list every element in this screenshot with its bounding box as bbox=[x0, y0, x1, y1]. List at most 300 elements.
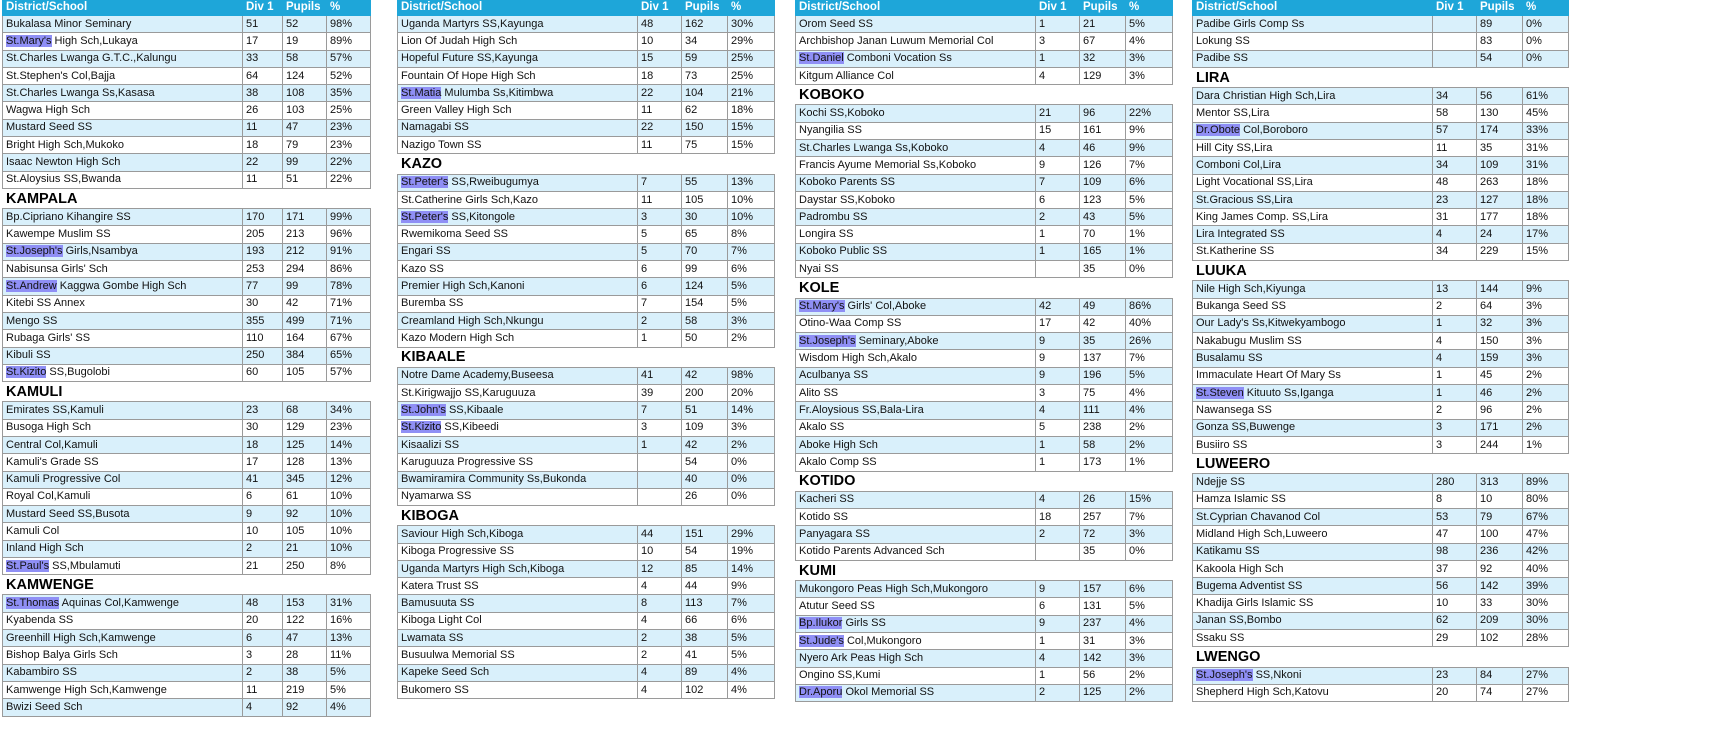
div1-cell: 9 bbox=[1036, 367, 1080, 384]
div1-cell: 4 bbox=[638, 681, 682, 698]
pupils-cell: 250 bbox=[283, 557, 327, 574]
school-name: Girls SS bbox=[842, 617, 886, 630]
school-name-cell bbox=[398, 488, 638, 505]
pupils-cell: 96 bbox=[1477, 402, 1523, 419]
school-name: Bp.Cipriano Kihangire SS bbox=[6, 210, 131, 223]
school-row bbox=[3, 364, 371, 381]
percent-cell: 2% bbox=[1523, 402, 1569, 419]
pupils-cell: 142 bbox=[1080, 650, 1126, 667]
school-name: Nabisunsa Girls' Sch bbox=[6, 262, 108, 275]
div1-cell: 30 bbox=[243, 295, 283, 312]
div1-cell: 22 bbox=[638, 119, 682, 136]
school-row bbox=[3, 347, 371, 364]
percent-cell: 1% bbox=[1126, 454, 1173, 471]
school-row bbox=[1193, 315, 1569, 332]
pupils-cell: 105 bbox=[283, 523, 327, 540]
school-name-cell bbox=[1193, 50, 1433, 67]
percent-cell: 27% bbox=[1523, 667, 1569, 684]
school-name-cell bbox=[796, 105, 1036, 122]
percent-cell: 3% bbox=[1126, 50, 1173, 67]
school-row bbox=[3, 540, 371, 557]
percent-cell: 3% bbox=[1126, 632, 1173, 649]
pupils-cell: 79 bbox=[1477, 508, 1523, 525]
school-name: Saviour High Sch,Kiboga bbox=[401, 527, 524, 540]
div1-cell: 44 bbox=[638, 526, 682, 543]
percent-cell: 3% bbox=[728, 419, 775, 436]
school-name-cell bbox=[796, 650, 1036, 667]
school-row bbox=[398, 312, 775, 329]
pupils-cell: 171 bbox=[283, 209, 327, 226]
pupils-cell: 124 bbox=[682, 278, 728, 295]
school-row bbox=[1193, 543, 1569, 560]
highlighted-name-prefix: St.Kizito bbox=[401, 421, 442, 434]
percent-cell: 65% bbox=[327, 347, 371, 364]
pupils-cell: 45 bbox=[1477, 367, 1523, 384]
pupils-cell: 153 bbox=[283, 595, 327, 612]
pupils-cell: 31 bbox=[1080, 632, 1126, 649]
school-name-cell bbox=[796, 598, 1036, 615]
school-name-cell bbox=[1193, 667, 1433, 684]
district-name: KOBOKO bbox=[796, 85, 1173, 105]
district-heading-row bbox=[796, 85, 1173, 105]
school-name-cell bbox=[3, 209, 243, 226]
school-row bbox=[796, 315, 1173, 332]
div1-cell: 10 bbox=[243, 523, 283, 540]
school-name-cell bbox=[1193, 684, 1433, 701]
pupils-cell: 65 bbox=[682, 226, 728, 243]
div1-cell: 34 bbox=[1433, 157, 1477, 174]
school-name: Hill City SS,Lira bbox=[1196, 141, 1273, 154]
div1-cell: 7 bbox=[638, 295, 682, 312]
percent-cell: 25% bbox=[728, 50, 775, 67]
percent-cell: 0% bbox=[1523, 50, 1569, 67]
pupils-cell: 294 bbox=[283, 261, 327, 278]
pupils-cell: 58 bbox=[1080, 436, 1126, 453]
school-name-cell bbox=[398, 612, 638, 629]
pupils-cell: 219 bbox=[283, 681, 327, 698]
pupils-cell: 34 bbox=[682, 33, 728, 50]
district-heading-row bbox=[796, 560, 1173, 580]
school-name: Kazo Modern High Sch bbox=[401, 331, 515, 344]
school-row bbox=[796, 333, 1173, 350]
div1-cell: 3 bbox=[243, 647, 283, 664]
pupils-cell: 24 bbox=[1477, 226, 1523, 243]
school-name: Aquinas Col,Kamwenge bbox=[59, 597, 180, 610]
school-name-cell bbox=[3, 557, 243, 574]
div1-cell: 56 bbox=[1433, 578, 1477, 595]
school-name: High Sch,Lukaya bbox=[51, 34, 138, 47]
div1-cell: 11 bbox=[1433, 139, 1477, 156]
pupils-cell: 89 bbox=[682, 664, 728, 681]
school-row bbox=[398, 243, 775, 260]
highlighted-name-prefix: Bp.Ilukor bbox=[799, 617, 843, 630]
pupils-cell: 171 bbox=[1477, 419, 1523, 436]
div1-cell: 1 bbox=[1036, 50, 1080, 67]
school-row bbox=[796, 526, 1173, 543]
school-name: Creamland High Sch,Nkungu bbox=[401, 314, 544, 327]
percent-cell: 22% bbox=[327, 171, 371, 188]
div1-cell: 57 bbox=[1433, 122, 1477, 139]
school-name: Panyagara SS bbox=[799, 527, 870, 540]
pupils-cell: 165 bbox=[1080, 243, 1126, 260]
school-name-cell bbox=[1193, 209, 1433, 226]
percent-cell: 11% bbox=[327, 647, 371, 664]
pupils-cell: 26 bbox=[682, 488, 728, 505]
school-row bbox=[1193, 226, 1569, 243]
div1-cell: 11 bbox=[243, 681, 283, 698]
school-name: Dara Christian High Sch,Lira bbox=[1196, 89, 1336, 102]
div1-cell: 41 bbox=[638, 367, 682, 384]
school-name-cell bbox=[796, 526, 1036, 543]
school-row bbox=[796, 367, 1173, 384]
school-name: St.Stephen's Col,Bajja bbox=[6, 69, 116, 82]
div1-cell: 110 bbox=[243, 330, 283, 347]
school-name-cell bbox=[398, 16, 638, 33]
school-name: Nyangilia SS bbox=[799, 124, 862, 137]
school-name-cell bbox=[796, 385, 1036, 402]
school-name-cell bbox=[1193, 226, 1433, 243]
school-name-cell bbox=[3, 67, 243, 84]
school-name-cell bbox=[1193, 281, 1433, 298]
percent-cell: 7% bbox=[1126, 157, 1173, 174]
school-name: Wagwa High Sch bbox=[6, 104, 90, 117]
highlighted-name-prefix: St.Paul's bbox=[6, 559, 50, 572]
header-row bbox=[796, 1, 1173, 16]
school-row bbox=[398, 278, 775, 295]
percent-cell: 25% bbox=[728, 67, 775, 84]
school-name: Bishop Balya Girls Sch bbox=[6, 649, 118, 661]
column-header-school: District/School bbox=[1193, 1, 1433, 16]
school-name: Bwamiramira Community Ss,Bukonda bbox=[401, 473, 587, 486]
school-row bbox=[1193, 474, 1569, 491]
percent-cell: 27% bbox=[1523, 684, 1569, 701]
div1-cell: 9 bbox=[1036, 615, 1080, 632]
percent-cell: 18% bbox=[1523, 209, 1569, 226]
school-name-cell bbox=[1193, 419, 1433, 436]
school-name-cell bbox=[398, 67, 638, 84]
pupils-cell: 157 bbox=[1080, 581, 1126, 598]
highlighted-name-prefix: St.Joseph's bbox=[1196, 669, 1253, 682]
pupils-cell: 209 bbox=[1477, 612, 1523, 629]
school-name-cell bbox=[796, 667, 1036, 684]
school-name-cell bbox=[1193, 595, 1433, 612]
school-name-cell bbox=[398, 543, 638, 560]
pupils-cell: 70 bbox=[1080, 226, 1126, 243]
percent-cell: 30% bbox=[1523, 595, 1569, 612]
school-name: Aboke High Sch bbox=[799, 438, 878, 451]
school-name: Padibe SS bbox=[1196, 52, 1248, 65]
school-name: SS,Bugolobi bbox=[46, 366, 110, 379]
div1-cell: 4 bbox=[1036, 402, 1080, 419]
school-name: Kapeke Seed Sch bbox=[401, 666, 490, 679]
school-row bbox=[1193, 333, 1569, 350]
school-name: Orom Seed SS bbox=[799, 17, 873, 30]
school-name-cell bbox=[796, 174, 1036, 191]
school-row bbox=[398, 119, 775, 136]
pupils-cell: 236 bbox=[1477, 543, 1523, 560]
div1-cell: 4 bbox=[1433, 333, 1477, 350]
div1-cell: 10 bbox=[638, 33, 682, 50]
div1-cell: 2 bbox=[243, 540, 283, 557]
school-name: Mustard Seed SS,Busota bbox=[6, 507, 130, 520]
percent-cell: 9% bbox=[1126, 122, 1173, 139]
percent-cell: 29% bbox=[728, 526, 775, 543]
div1-cell: 6 bbox=[638, 278, 682, 295]
school-name: SS,Kibeedi bbox=[441, 421, 499, 434]
school-name: Okol Memorial SS bbox=[842, 686, 935, 699]
school-row bbox=[3, 171, 371, 188]
column-header-percent: % bbox=[327, 1, 371, 16]
school-row bbox=[3, 85, 371, 102]
column-header-pupils: Pupils bbox=[682, 1, 728, 16]
school-name: Nakabugu Muslim SS bbox=[1196, 334, 1302, 347]
div1-cell: 23 bbox=[1433, 191, 1477, 208]
percent-cell: 14% bbox=[728, 402, 775, 419]
school-row bbox=[1193, 402, 1569, 419]
school-row bbox=[1193, 385, 1569, 402]
school-name: Nyai SS bbox=[799, 262, 839, 275]
school-name-cell bbox=[796, 402, 1036, 419]
school-name: Katera Trust SS bbox=[401, 579, 479, 592]
pupils-cell: 84 bbox=[1477, 667, 1523, 684]
percent-cell: 23% bbox=[327, 119, 371, 136]
school-row bbox=[3, 647, 371, 664]
div1-cell: 21 bbox=[1036, 105, 1080, 122]
school-name: SS,Nkoni bbox=[1252, 669, 1302, 682]
district-name: KUMI bbox=[796, 560, 1173, 580]
school-name-cell bbox=[3, 488, 243, 505]
school-name-cell bbox=[3, 347, 243, 364]
school-name-cell bbox=[3, 454, 243, 471]
div1-cell: 11 bbox=[638, 102, 682, 119]
div1-cell: 1 bbox=[638, 330, 682, 347]
div1-cell: 11 bbox=[243, 119, 283, 136]
percent-cell: 18% bbox=[1523, 174, 1569, 191]
div1-cell: 17 bbox=[243, 454, 283, 471]
percent-cell: 2% bbox=[1126, 436, 1173, 453]
div1-cell: 11 bbox=[638, 191, 682, 208]
district-name: LWENGO bbox=[1193, 647, 1569, 667]
percent-cell: 21% bbox=[728, 85, 775, 102]
school-row bbox=[398, 367, 775, 384]
highlighted-name-prefix: Dr.Aporu bbox=[799, 686, 843, 699]
pupils-cell: 35 bbox=[1080, 333, 1126, 350]
school-name-cell bbox=[796, 209, 1036, 226]
pupils-cell: 92 bbox=[283, 506, 327, 523]
pupils-cell: 177 bbox=[1477, 209, 1523, 226]
school-row bbox=[796, 598, 1173, 615]
div1-cell: 3 bbox=[1036, 385, 1080, 402]
pupils-cell: 237 bbox=[1080, 615, 1126, 632]
school-name: St.Charles Lwanga G.T.C.,Kalungu bbox=[6, 52, 177, 65]
school-row bbox=[3, 454, 371, 471]
school-name-cell bbox=[398, 664, 638, 681]
school-name-cell bbox=[1193, 191, 1433, 208]
school-row bbox=[1193, 174, 1569, 191]
percent-cell: 2% bbox=[1126, 667, 1173, 684]
div1-cell: 2 bbox=[638, 647, 682, 664]
header-row bbox=[1193, 1, 1569, 16]
pupils-cell: 196 bbox=[1080, 367, 1126, 384]
percent-cell: 0% bbox=[1523, 16, 1569, 33]
div1-cell: 1 bbox=[638, 436, 682, 453]
div1-cell: 8 bbox=[638, 595, 682, 612]
school-name: Emirates SS,Kamuli bbox=[6, 403, 104, 416]
school-name: St.Katherine SS bbox=[1196, 245, 1275, 258]
div1-cell: 6 bbox=[243, 630, 283, 647]
school-name: St.Cyprian Chavanod Col bbox=[1196, 510, 1321, 523]
div1-cell: 1 bbox=[1036, 454, 1080, 471]
div1-cell: 2 bbox=[1433, 402, 1477, 419]
percent-cell: 2% bbox=[1523, 419, 1569, 436]
pupils-cell: 50 bbox=[682, 330, 728, 347]
div1-cell: 41 bbox=[243, 471, 283, 488]
school-name: Gonza SS,Buwenge bbox=[1196, 421, 1296, 434]
school-name-cell bbox=[796, 367, 1036, 384]
school-name-cell bbox=[1193, 333, 1433, 350]
school-name: Busalamu SS bbox=[1196, 352, 1263, 365]
percent-cell: 4% bbox=[728, 681, 775, 698]
div1-cell: 18 bbox=[243, 436, 283, 453]
pupils-cell: 109 bbox=[1477, 157, 1523, 174]
school-row bbox=[796, 385, 1173, 402]
pupils-cell: 46 bbox=[1477, 385, 1523, 402]
highlighted-name-prefix: St.Daniel bbox=[799, 52, 844, 65]
school-row bbox=[3, 50, 371, 67]
div1-cell: 1 bbox=[1433, 367, 1477, 384]
percent-cell: 3% bbox=[1523, 298, 1569, 315]
percent-cell: 29% bbox=[728, 33, 775, 50]
school-name-cell bbox=[1193, 16, 1433, 33]
school-name: Kituuto Ss,Iganga bbox=[1243, 386, 1334, 399]
pupils-cell: 62 bbox=[682, 102, 728, 119]
school-name-cell bbox=[796, 16, 1036, 33]
percent-cell: 0% bbox=[728, 471, 775, 488]
percent-cell: 19% bbox=[728, 543, 775, 560]
percent-cell: 10% bbox=[327, 506, 371, 523]
pupils-cell: 111 bbox=[1080, 402, 1126, 419]
div1-cell bbox=[1036, 543, 1080, 560]
div1-cell: 21 bbox=[243, 557, 283, 574]
div1-cell: 1 bbox=[1036, 226, 1080, 243]
school-row bbox=[398, 402, 775, 419]
pupils-cell: 40 bbox=[682, 471, 728, 488]
percent-cell: 30% bbox=[728, 16, 775, 33]
percent-cell: 3% bbox=[728, 312, 775, 329]
school-name-cell bbox=[796, 243, 1036, 260]
div1-cell: 1 bbox=[1433, 315, 1477, 332]
div1-cell: 2 bbox=[638, 312, 682, 329]
school-name: Busuulwa Memorial SS bbox=[401, 649, 515, 661]
pupils-cell: 46 bbox=[1080, 139, 1126, 156]
percent-cell: 5% bbox=[728, 630, 775, 647]
school-name-cell bbox=[3, 50, 243, 67]
pupils-cell: 33 bbox=[1477, 595, 1523, 612]
school-name: Girls,Nsambya bbox=[62, 245, 138, 258]
school-name: Ssaku SS bbox=[1196, 631, 1245, 644]
pupils-cell: 30 bbox=[682, 209, 728, 226]
percent-cell: 67% bbox=[327, 330, 371, 347]
percent-cell: 86% bbox=[1126, 298, 1173, 315]
highlighted-name-prefix: St.Steven bbox=[1196, 386, 1244, 399]
district-name: KIBAALE bbox=[398, 347, 775, 367]
pupils-cell: 85 bbox=[682, 560, 728, 577]
div1-cell bbox=[1433, 16, 1477, 33]
percent-cell: 6% bbox=[1126, 581, 1173, 598]
school-name: St.Gracious SS,Lira bbox=[1196, 193, 1293, 206]
school-name: Greenhill High Sch,Kamwenge bbox=[6, 631, 156, 644]
div1-cell: 98 bbox=[1433, 543, 1477, 560]
div1-cell: 2 bbox=[1036, 684, 1080, 701]
school-name: Rwemikoma Seed SS bbox=[401, 228, 508, 241]
school-name-cell bbox=[3, 278, 243, 295]
school-name: Col,Mukongoro bbox=[843, 634, 922, 647]
div1-cell bbox=[1433, 50, 1477, 67]
school-row bbox=[398, 67, 775, 84]
school-name: Akalo SS bbox=[799, 421, 845, 434]
school-row bbox=[1193, 88, 1569, 105]
div1-cell bbox=[1433, 33, 1477, 50]
percent-cell: 31% bbox=[327, 595, 371, 612]
school-name-cell bbox=[398, 385, 638, 402]
pupils-cell: 66 bbox=[682, 612, 728, 629]
div1-cell: 355 bbox=[243, 312, 283, 329]
div1-cell: 9 bbox=[1036, 350, 1080, 367]
school-row bbox=[796, 105, 1173, 122]
school-name-cell bbox=[1193, 508, 1433, 525]
div1-cell: 51 bbox=[243, 16, 283, 33]
school-name-cell bbox=[3, 364, 243, 381]
percent-cell: 5% bbox=[327, 681, 371, 698]
school-name-cell bbox=[398, 560, 638, 577]
school-name-cell bbox=[3, 16, 243, 33]
school-name: Kabambiro SS bbox=[6, 666, 77, 679]
school-row bbox=[398, 295, 775, 312]
school-row bbox=[398, 226, 775, 243]
pupils-cell: 164 bbox=[283, 330, 327, 347]
school-name: Kaggwa Gombe High Sch bbox=[56, 279, 187, 292]
pupils-cell: 19 bbox=[283, 33, 327, 50]
school-name: Nawansega SS bbox=[1196, 403, 1272, 416]
school-name: St.Kirigwajjo SS,Karuguuza bbox=[401, 386, 536, 399]
school-row bbox=[398, 526, 775, 543]
school-name: Kisaalizi SS bbox=[401, 438, 460, 451]
school-name: Fountain Of Hope High Sch bbox=[401, 69, 536, 82]
percent-cell: 71% bbox=[327, 295, 371, 312]
pupils-cell: 102 bbox=[682, 681, 728, 698]
pupils-cell: 89 bbox=[1477, 16, 1523, 33]
column-header-pupils: Pupils bbox=[283, 1, 327, 16]
school-row bbox=[398, 560, 775, 577]
school-row bbox=[3, 630, 371, 647]
school-name-cell bbox=[398, 578, 638, 595]
school-name-cell bbox=[796, 191, 1036, 208]
school-row bbox=[796, 581, 1173, 598]
school-row bbox=[796, 209, 1173, 226]
school-name: Mustard Seed SS bbox=[6, 121, 93, 134]
school-name-cell bbox=[398, 137, 638, 154]
div1-cell: 9 bbox=[1036, 581, 1080, 598]
highlighted-name-prefix: St.Andrew bbox=[6, 279, 57, 292]
pupils-cell: 100 bbox=[1477, 526, 1523, 543]
school-row bbox=[3, 612, 371, 629]
div1-cell: 8 bbox=[1433, 491, 1477, 508]
percent-cell: 10% bbox=[327, 540, 371, 557]
school-name-cell bbox=[1193, 122, 1433, 139]
pupils-cell: 41 bbox=[682, 647, 728, 664]
school-name-cell bbox=[796, 261, 1036, 278]
school-name: Kawempe Muslim SS bbox=[6, 228, 111, 241]
